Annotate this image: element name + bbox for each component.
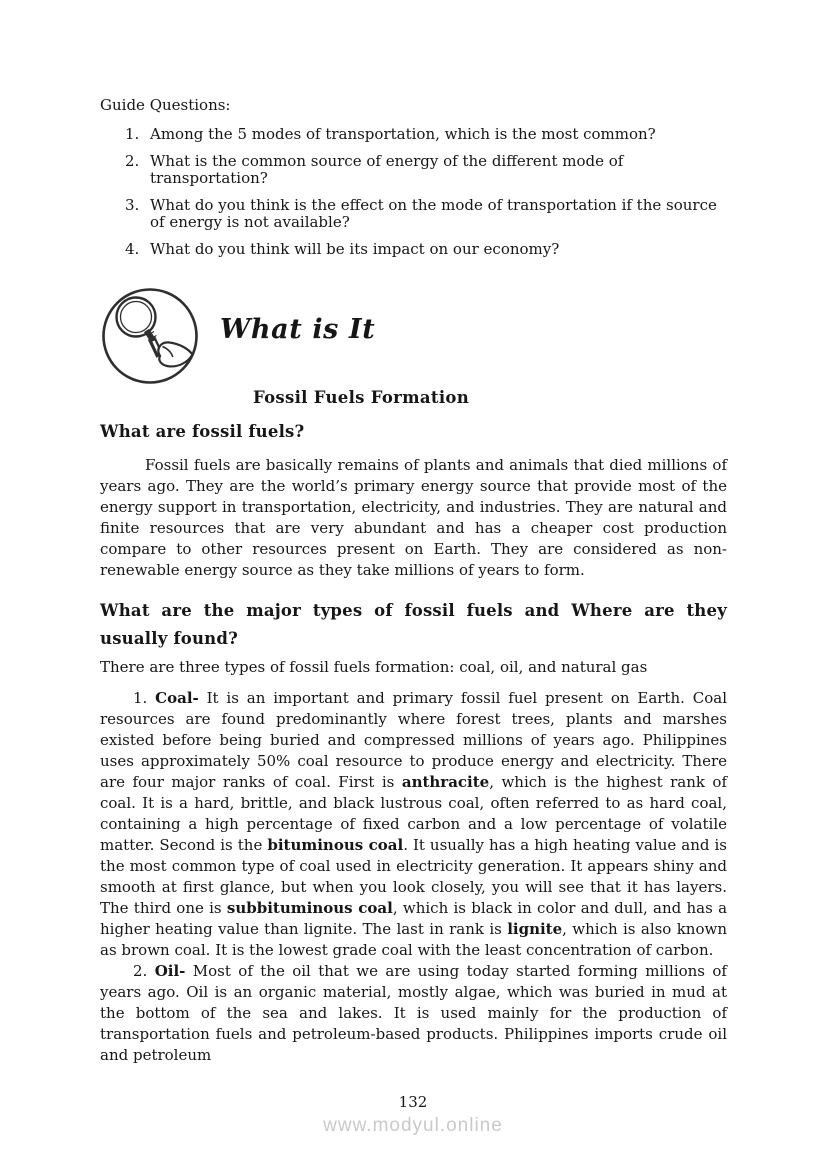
question-text: What do you think will be its impact on our economy? <box>150 239 560 258</box>
question-text: Among the 5 modes of transportation, which is the most common? <box>150 125 656 143</box>
lesson-subtitle: Fossil Fuels Formation <box>252 388 470 407</box>
question-text: What is the common source of energy of the different mode of transportation? <box>150 151 624 187</box>
question-number: 2. <box>125 151 140 170</box>
paragraph-three-types: There are three types of fossil fuels formation: coal, oil, and natural gas <box>100 658 648 676</box>
page-footer <box>0 1093 826 1137</box>
what-is-it-section-header <box>100 286 727 386</box>
paragraph-fossil-fuels-intro: Fossil fuels are basically remains of plants and animals that died millions of years ago. They are the world’s primary energy source that provide most of the energy support in transportation, electricity, and industries. They are natural and finite resources that are very abundant and has a cheaper cost production compare to other resources present on Earth. They are considered as non-renewable energy source as they take millions of years to form. <box>100 456 727 579</box>
paragraph-oil: 2. Oil- Most of the oil that we are using today started forming millions of years ago. Oil is an organic material, mostly algae, which was buried in mud at the bottom of the sea and lakes. It is used mainly for the production of transportation fuels and petroleum-based products. Philippines imports crude oil and petroleum <box>100 962 727 1064</box>
question-number: 1. <box>125 125 140 143</box>
question-text: What do you think is the effect on the mode of transportation if the source of energy is not available? <box>150 195 717 231</box>
guide-questions-label: Guide Questions: <box>100 96 231 114</box>
guide-question-item <box>100 241 727 259</box>
question-number: 4. <box>125 239 140 258</box>
heading-major-types: What are the major types of fossil fuels and Where are they usually found? <box>100 601 727 648</box>
page-content <box>100 96 727 1066</box>
guide-question-item <box>100 197 727 232</box>
section-title: What is It <box>220 313 376 345</box>
heading-what-are-fossil-fuels: What are fossil fuels? <box>100 422 305 441</box>
guide-questions-list <box>100 126 727 258</box>
guide-question-item <box>100 153 727 188</box>
magnifier-hand-icon <box>100 286 200 386</box>
paragraph-coal: 1. Coal- It is an important and primary fossil fuel present on Earth. Coal resources are found predominantly where forest trees, plants and marshes existed before being buried and compressed millions of years ago. Philippines uses approximately 50% coal resource to produce energy and electricity. There are four major ranks of coal. First is anthracite, which is the highest rank of coal. It is a hard, brittle, and black lustrous coal, often referred to as hard coal, containing a high percentage of fixed carbon and a low percentage of volatile matter. Second is the bituminous coal. It usually has a high heating value and is the most common type of coal used in electricity generation. It appears shiny and smooth at first glance, but when you look closely, you will see that it has layers. The third one is subbituminous coal, which is black in color and dull, and has a higher heating value than lignite. The last in rank is lignite, which is also known as brown coal. It is the lowest grade coal with the least concentration of carbon. <box>100 689 728 959</box>
page-number: 132 <box>398 1093 428 1111</box>
watermark-text: www.modyul.online <box>323 1115 503 1136</box>
question-number: 3. <box>125 195 140 214</box>
guide-question-item <box>100 126 727 144</box>
